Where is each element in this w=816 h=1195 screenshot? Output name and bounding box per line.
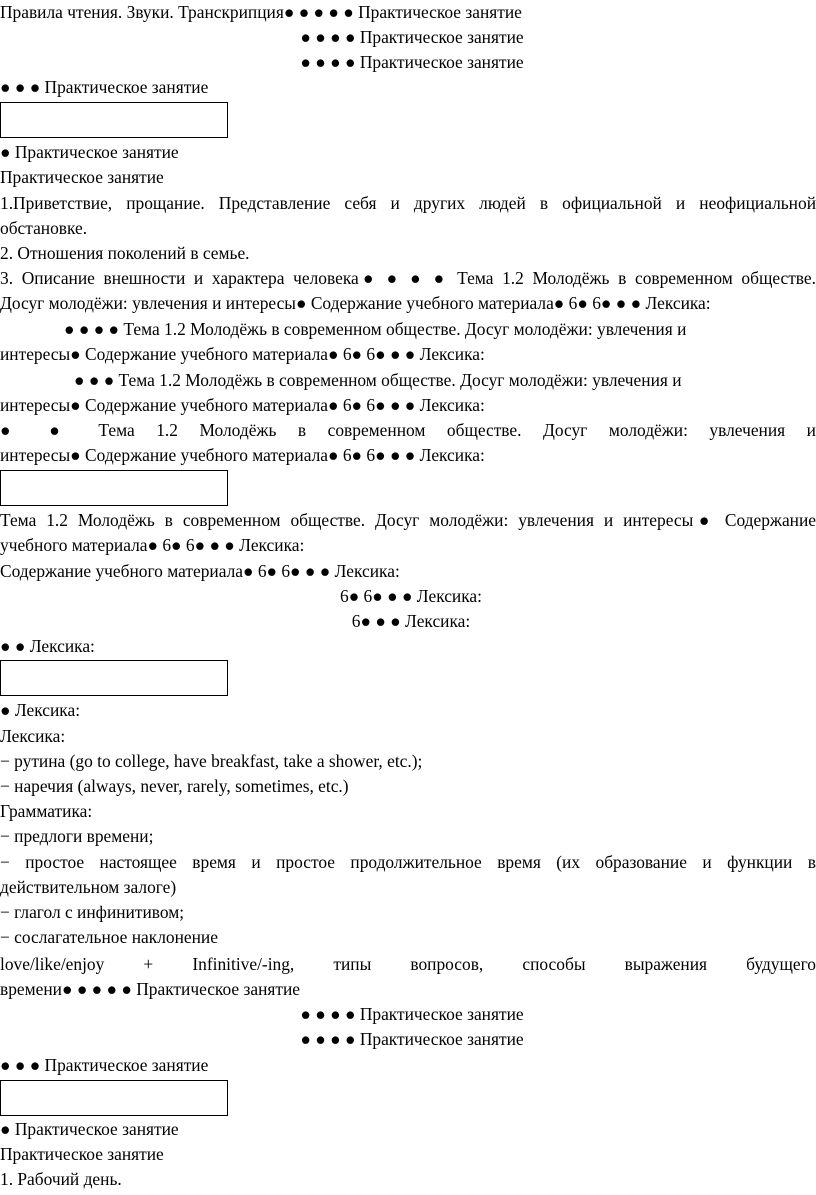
- text-line: Грамматика:: [0, 801, 93, 821]
- text-line: интересы● Содержание учебного материала● 6● 6● ● ● Лексика:: [0, 395, 485, 415]
- empty-box: [0, 102, 228, 138]
- text-line: − предлоги времени;: [0, 826, 154, 846]
- text-line: 1. Рабочий день.: [0, 1169, 122, 1189]
- text-line: Практическое занятие: [0, 167, 164, 187]
- text-line: − наречия (always, never, rarely, sometimes, etc.): [0, 776, 349, 796]
- text-line: ● Практическое занятие: [0, 1119, 179, 1139]
- text-line: − простое настоящее время и простое продолжительное время (их образование и функции в: [0, 852, 816, 872]
- text-line: ● ● ● ● Практическое занятие: [300, 27, 524, 47]
- text-line: ● Лексика:: [0, 700, 81, 720]
- text-line: Лексика:: [0, 726, 66, 746]
- text-line: Содержание учебного материала● 6● 6● ● ● Лексика:: [0, 561, 400, 581]
- text-line: ● ● ● Практическое занятие: [0, 77, 209, 97]
- text-line: ● ● ● Практическое занятие: [0, 1055, 209, 1075]
- text-line: 6● 6● ● ● Лексика:: [340, 586, 482, 606]
- text-line: ● ● ● Тема 1.2 Молодёжь в современном обществе. Досуг молодёжи: увлечения и: [74, 370, 682, 390]
- text-line: ● ● Тема 1.2 Молодёжь в современном обществе. Досуг молодёжи: увлечения и: [0, 420, 816, 440]
- text-line: Тема 1.2 Молодёжь в современном обществе. Досуг молодёжи: увлечения и интересы● Содержание: [0, 510, 816, 530]
- text-line: ● ● ● ● Тема 1.2 Молодёжь в современном обществе. Досуг молодёжи: увлечения и: [64, 319, 687, 339]
- text-line: обстановке.: [0, 218, 88, 238]
- empty-box: [0, 1080, 228, 1116]
- text-line: love/like/enjoy + Infinitive/-ing, типы вопросов, способы выражения будущего: [0, 954, 816, 974]
- text-line: ● ● ● ● Практическое занятие: [300, 52, 524, 72]
- text-line: ● ● ● ● Практическое занятие: [300, 1029, 524, 1049]
- empty-box: [0, 470, 228, 506]
- text-line: учебного материала● 6● 6● ● ● Лексика:: [0, 535, 305, 555]
- text-line: интересы● Содержание учебного материала● 6● 6● ● ● Лексика:: [0, 344, 485, 364]
- text-line: − сослагательное наклонение: [0, 927, 218, 947]
- text-line: ● ● ● ● Практическое занятие: [300, 1004, 524, 1024]
- empty-box: [0, 660, 228, 696]
- text-line: − рутина (go to college, have breakfast, take a shower, etc.);: [0, 751, 423, 771]
- text-line: ● Практическое занятие: [0, 142, 179, 162]
- text-line: 2. Отношения поколений в семье.: [0, 243, 250, 263]
- text-line: 3. Описание внешности и характера человека● ● ● ● Тема 1.2 Молодёжь в современном обществе.: [0, 268, 816, 288]
- text-line: Практическое занятие: [0, 1144, 164, 1164]
- text-line: 1.Приветствие, прощание. Представление себя и других людей в официальной и неофициальной: [0, 193, 816, 213]
- text-line: интересы● Содержание учебного материала● 6● 6● ● ● Лексика:: [0, 445, 485, 465]
- text-line: Досуг молодёжи: увлечения и интересы● Содержание учебного материала● 6● 6● ● ● Лексика:: [0, 293, 711, 313]
- text-line: времени● ● ● ● ● Практическое занятие: [0, 979, 300, 999]
- text-line: действительном залоге): [0, 877, 177, 897]
- text-line: ● ● Лексика:: [0, 636, 95, 656]
- text-line: Правила чтения. Звуки. Транскрипция● ● ● ● ● Практическое занятие: [0, 2, 522, 22]
- text-line: 6● ● ● Лексика:: [351, 611, 471, 631]
- text-line: − глагол с инфинитивом;: [0, 902, 185, 922]
